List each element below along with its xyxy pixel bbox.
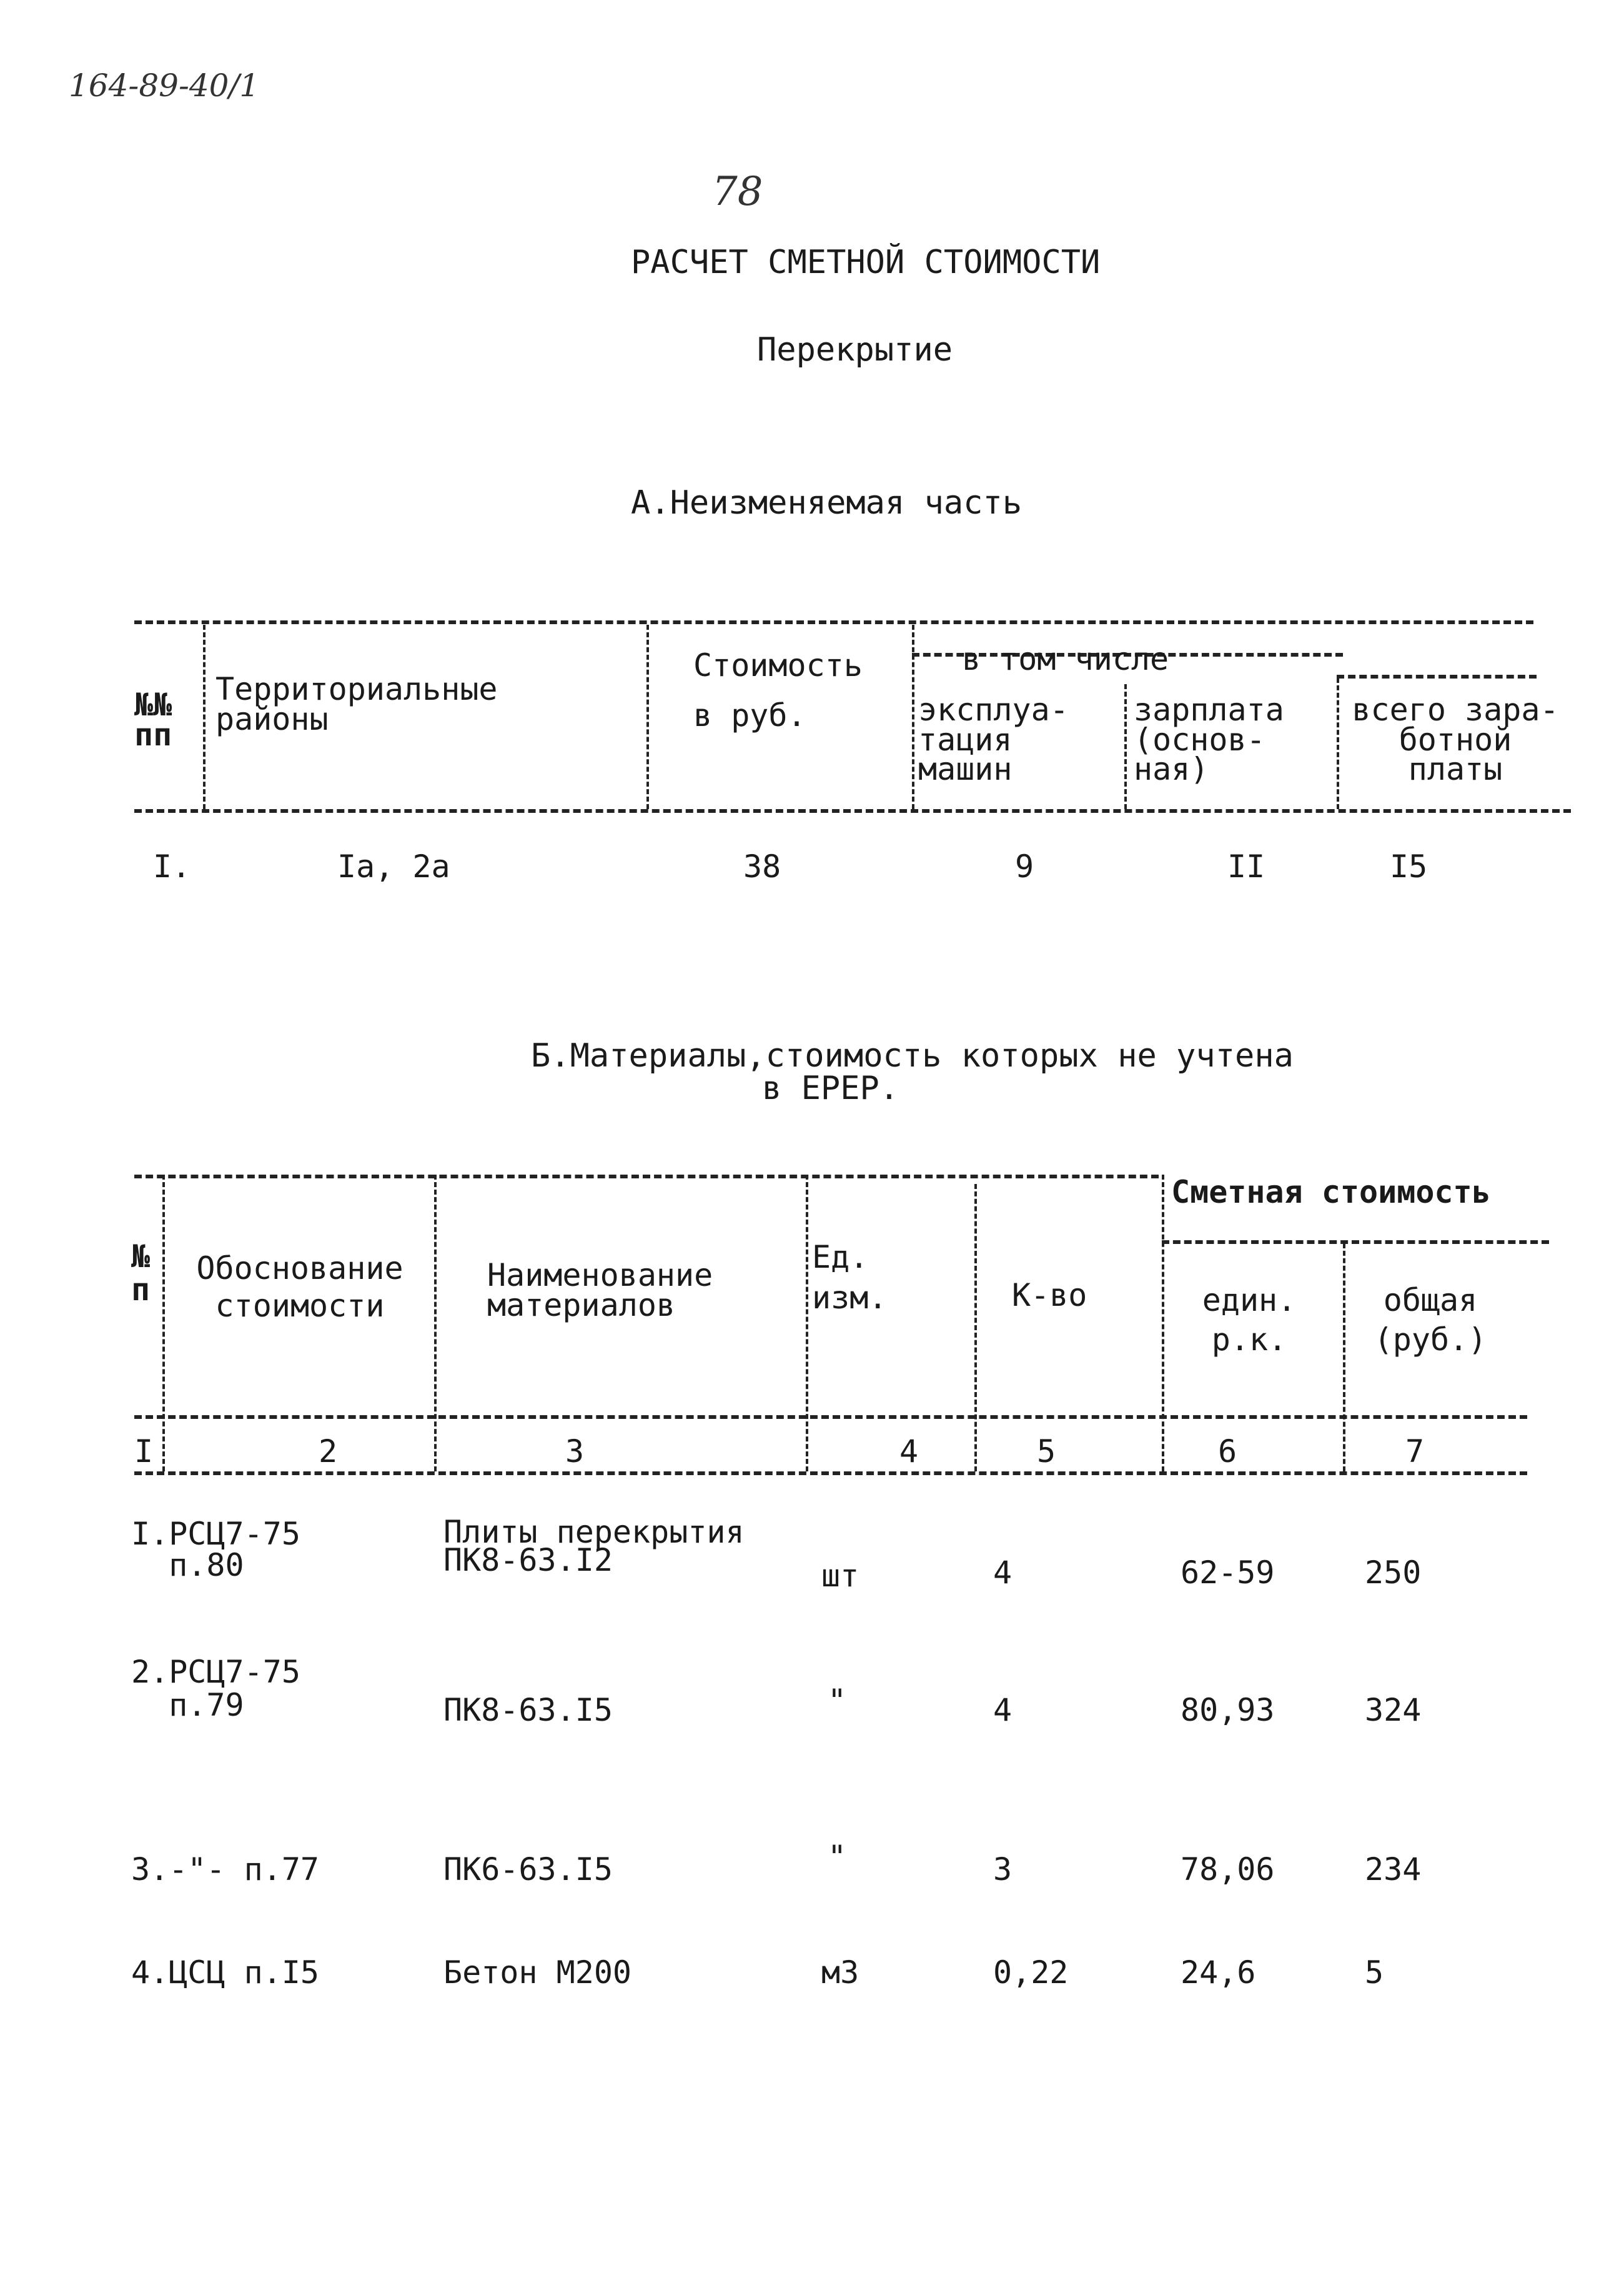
col-header-total: общая (руб.) bbox=[1374, 1282, 1487, 1358]
cell-name: ПК6-63.I5 bbox=[443, 1851, 613, 1888]
cell-qty: 4 bbox=[993, 1554, 1013, 1591]
table-b-header-bottom-border bbox=[134, 1415, 1527, 1419]
page-title: РАСЧЕТ СМЕТНОЙ СТОИМОСТИ bbox=[631, 244, 1101, 281]
cell-name: Бетон М200 bbox=[443, 1954, 632, 1991]
table-a-col-divider bbox=[1337, 678, 1339, 809]
col-header-unit-price: един. р.к. bbox=[1202, 1282, 1297, 1358]
document-code: 164-89-40/1 bbox=[69, 67, 260, 104]
col-number: 6 bbox=[1218, 1433, 1237, 1470]
section-b-heading: Б.Материалы,стоимость которых не учтена bbox=[531, 1037, 1294, 1075]
col-header-name: Наименование материалов bbox=[487, 1257, 713, 1323]
cell-unit-price: 80,93 bbox=[1181, 1692, 1275, 1728]
cell-total: 250 bbox=[1365, 1554, 1422, 1591]
table-a-col-divider bbox=[1124, 684, 1127, 809]
cell-qty: 0,22 bbox=[993, 1954, 1069, 1991]
table-a-header-bottom-border bbox=[134, 809, 1571, 813]
cell-name: Плиты перекрытия ПК8-63.I2 bbox=[443, 1514, 745, 1578]
cell-unit-price: 24,6 bbox=[1181, 1954, 1256, 1991]
cell-total-salary: I5 bbox=[1390, 848, 1428, 885]
cell-unit-price: 62-59 bbox=[1181, 1554, 1275, 1591]
cell-regions: Iа, 2а bbox=[337, 848, 450, 885]
cell-basis: 2.РСЦ7-75 п.79 bbox=[131, 1654, 300, 1723]
page-subtitle: Перекрытие bbox=[757, 331, 953, 369]
table-a-col-divider bbox=[203, 625, 205, 809]
col-header-total-salary: всего зара- ботной платы bbox=[1352, 692, 1559, 787]
table-b-top-border bbox=[134, 1175, 1159, 1178]
col-header-machines: эксплуа- тация машин bbox=[918, 692, 1069, 787]
table-b-col-divider bbox=[806, 1175, 808, 1471]
col-number: 2 bbox=[319, 1433, 338, 1470]
cell-total: 234 bbox=[1365, 1851, 1422, 1888]
cell-basis: 4.ЦСЦ п.I5 bbox=[131, 1954, 320, 1991]
table-b-colnum-bottom-border bbox=[134, 1471, 1527, 1475]
cell-total: 324 bbox=[1365, 1692, 1422, 1728]
section-a-heading: А.Неизменяемая часть bbox=[631, 484, 1022, 522]
col-header-cost: Стоимость в руб. bbox=[693, 647, 863, 734]
cell-unit: " bbox=[828, 1839, 847, 1875]
col-number: I bbox=[134, 1433, 154, 1470]
col-number: 4 bbox=[899, 1433, 919, 1470]
table-b-col-divider bbox=[974, 1184, 977, 1471]
col-header-regions: Территориальные районы bbox=[215, 671, 498, 737]
table-a-col-divider bbox=[912, 625, 914, 809]
col-header-basis: Обоснование стоимости bbox=[196, 1250, 404, 1324]
cell-unit: шт bbox=[821, 1558, 859, 1594]
cell-basis: 3.-"- п.77 bbox=[131, 1851, 320, 1888]
col-header-salary: зарплата (основ- ная) bbox=[1134, 692, 1284, 787]
cell-qty: 4 bbox=[993, 1692, 1013, 1728]
table-b-col-divider bbox=[1343, 1243, 1345, 1471]
table-a-subheader-line-2 bbox=[1337, 675, 1537, 679]
col-number: 3 bbox=[565, 1433, 585, 1470]
page-number: 78 bbox=[712, 169, 763, 215]
table-b-col-divider bbox=[434, 1175, 437, 1471]
section-b-heading-line2: в ЕРЕР. bbox=[762, 1070, 899, 1107]
cell-machines: 9 bbox=[1015, 848, 1034, 885]
cell-cost: 38 bbox=[743, 848, 781, 885]
table-a-col-divider bbox=[646, 625, 649, 809]
col-header-num: №№ пп bbox=[134, 687, 172, 753]
col-number: 7 bbox=[1405, 1433, 1425, 1470]
cell-name: ПК8-63.I5 bbox=[443, 1692, 613, 1728]
col-header-qty: К-во bbox=[1012, 1277, 1087, 1313]
table-b-subheader-line bbox=[1162, 1240, 1549, 1244]
col-number: 5 bbox=[1037, 1433, 1056, 1470]
cell-salary: II bbox=[1227, 848, 1265, 885]
cell-num: I. bbox=[153, 848, 191, 885]
cell-unit: " bbox=[828, 1683, 847, 1719]
table-a-top-border bbox=[134, 620, 1533, 624]
table-b-col-divider bbox=[162, 1175, 165, 1471]
cell-unit-price: 78,06 bbox=[1181, 1851, 1275, 1888]
col-header-num: № п bbox=[131, 1238, 151, 1308]
col-header-including: в том числе bbox=[962, 641, 1169, 677]
cell-total: 5 bbox=[1365, 1954, 1384, 1991]
cell-basis: I.РСЦ7-75 п.80 bbox=[131, 1516, 300, 1583]
col-header-unit: Ед. изм. bbox=[812, 1239, 888, 1316]
table-b-col-divider bbox=[1162, 1175, 1164, 1471]
cell-unit: м3 bbox=[821, 1954, 859, 1991]
col-header-estimated: Сметная стоимость bbox=[1171, 1174, 1491, 1210]
cell-qty: 3 bbox=[993, 1851, 1013, 1888]
